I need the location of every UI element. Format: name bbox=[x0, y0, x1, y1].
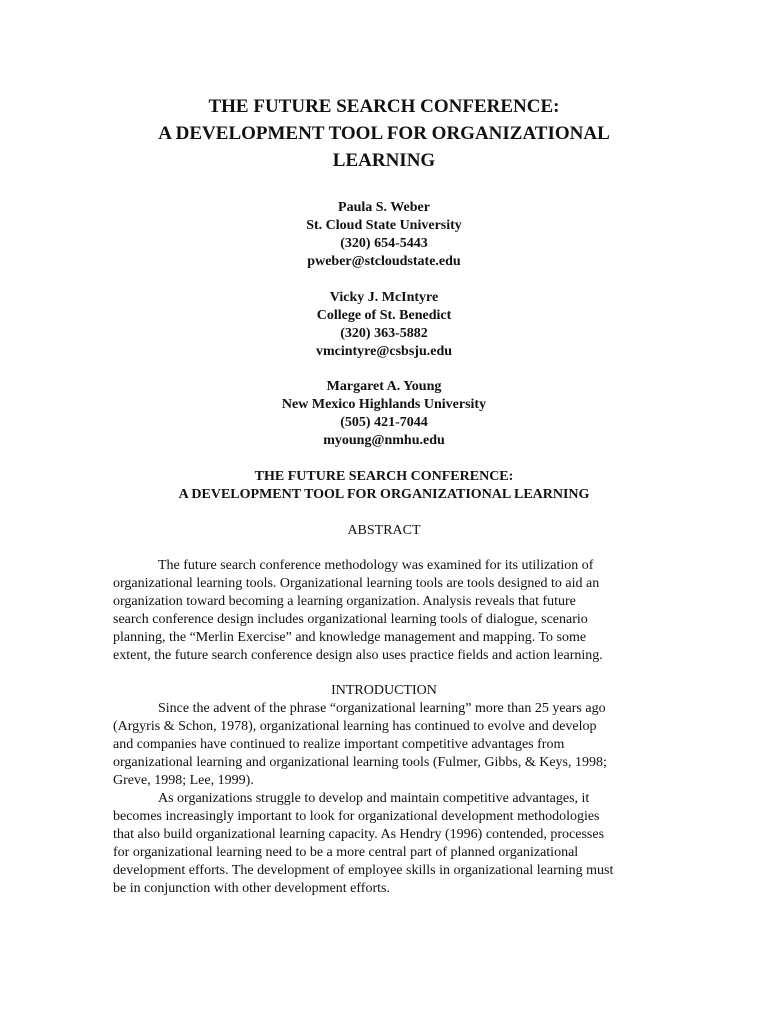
author-name: Paula S. Weber bbox=[338, 200, 430, 215]
title-line: A DEVELOPMENT TOOL FOR ORGANIZATIONAL bbox=[158, 123, 610, 144]
author-block-1 bbox=[0, 199, 768, 271]
author-email: myoung@nmhu.edu bbox=[323, 433, 445, 448]
subtitle-line: A DEVELOPMENT TOOL FOR ORGANIZATIONAL LEARNING bbox=[178, 487, 590, 502]
intro-line: Since the advent of the phrase “organizational learning” more than 25 years ago bbox=[158, 701, 606, 716]
introduction-heading: INTRODUCTION bbox=[331, 683, 437, 698]
abstract-heading: ABSTRACT bbox=[347, 523, 421, 538]
author-phone: (505) 421-7044 bbox=[340, 415, 428, 430]
abstract-body bbox=[113, 557, 673, 665]
intro-line: organizational learning and organizational learning tools (Fulmer, Gibbs, & Keys, 1998; bbox=[113, 755, 607, 770]
author-email: pweber@stcloudstate.edu bbox=[307, 254, 461, 269]
author-name: Vicky J. McIntyre bbox=[329, 290, 439, 305]
intro-line: As organizations struggle to develop and maintain competitive advantages, it bbox=[158, 791, 590, 806]
author-block-3 bbox=[0, 378, 768, 450]
abstract-line: organizational learning tools. Organizational learning tools are tools designed to aid an bbox=[113, 576, 600, 591]
intro-line: (Argyris & Schon, 1978), organizational learning has continued to evolve and develop bbox=[113, 719, 597, 734]
intro-line: for organizational learning need to be a more central part of planned organizational bbox=[113, 845, 579, 860]
intro-line: development efforts. The development of employee skills in organizational learning must bbox=[113, 863, 614, 878]
abstract-line: The future search conference methodology was examined for its utilization of bbox=[158, 558, 594, 573]
title-line: LEARNING bbox=[332, 150, 436, 171]
abstract-line: organization toward becoming a learning organization. Analysis reveals that future bbox=[113, 594, 576, 609]
paper-subtitle bbox=[0, 468, 768, 504]
abstract-line: search conference design includes organizational learning tools of dialogue, scenario bbox=[113, 612, 588, 627]
subtitle-line: THE FUTURE SEARCH CONFERENCE: bbox=[254, 469, 514, 484]
intro-line: that also build organizational learning capacity. As Hendry (1996) contended, processes bbox=[113, 827, 605, 842]
author-block-2 bbox=[0, 289, 768, 361]
paper-title bbox=[0, 93, 768, 174]
author-name: Margaret A. Young bbox=[326, 379, 442, 394]
abstract-line: extent, the future search conference design also uses practice fields and action learning. bbox=[113, 648, 603, 663]
introduction-body bbox=[113, 700, 673, 898]
author-phone: (320) 654-5443 bbox=[340, 236, 428, 251]
title-line: THE FUTURE SEARCH CONFERENCE: bbox=[208, 96, 560, 117]
intro-line: Greve, 1998; Lee, 1999). bbox=[113, 773, 254, 788]
intro-line: and companies have continued to realize important competitive advantages from bbox=[113, 737, 565, 752]
author-phone: (320) 363-5882 bbox=[340, 326, 428, 341]
abstract-line: planning, the “Merlin Exercise” and knowledge management and mapping. To some bbox=[113, 630, 587, 645]
author-institution: College of St. Benedict bbox=[316, 308, 452, 323]
author-institution: St. Cloud State University bbox=[306, 218, 462, 233]
author-institution: New Mexico Highlands University bbox=[281, 397, 487, 412]
intro-line: be in conjunction with other development efforts. bbox=[113, 881, 390, 896]
intro-line: becomes increasingly important to look for organizational development methodologies bbox=[113, 809, 600, 824]
author-email: vmcintyre@csbsju.edu bbox=[315, 344, 453, 359]
